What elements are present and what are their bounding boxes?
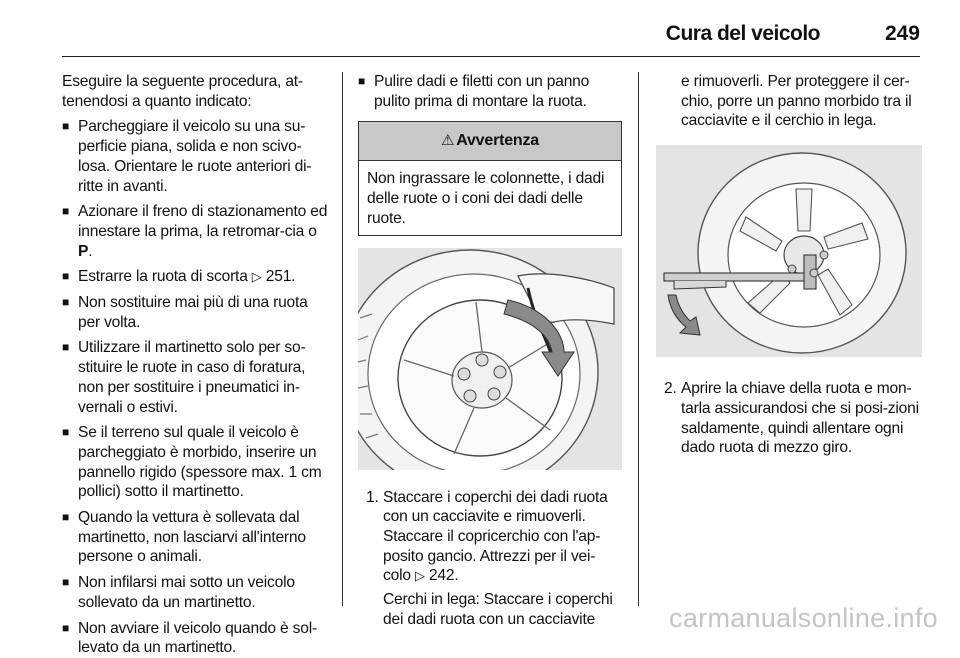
warning-box: [358, 121, 622, 235]
intro-text: Eseguire la seguente procedura, at-tenendosi a quanto indicato:: [62, 73, 303, 110]
bullet-icon: ■: [62, 269, 70, 284]
step-2: 2. Aprire la chiave della ruota e mon-tarla assicurandosi che si posi-zioni saldamente, quindi allentare ogni dado ruota di mezzo giro.: [664, 380, 919, 457]
arrow-reference-icon: ▷: [414, 568, 425, 584]
arrow-reference-icon: ▷: [251, 269, 262, 285]
warning-title: Avvertenza: [456, 132, 540, 150]
list-item: ■ Non infilarsi mai sotto un veicolo sollevato da un martinetto.: [62, 574, 295, 611]
bullet-icon: ■: [358, 74, 366, 88]
list-item: ■ Quando la vettura è sollevata dal martinetto, non lasciarvi all'interno persone o animali.: [62, 509, 306, 566]
list-item: ■ Non sostituire mai più di una ruota per volta.: [62, 294, 308, 331]
bullet-icon: ■: [62, 119, 70, 134]
continuation-text: e rimuoverli. Per proteggere il cer-chio, porre un panno morbido tra il cacciavite e il cerchio in lega.: [681, 73, 912, 130]
page-reference[interactable]: 242.: [428, 567, 459, 585]
warning-text: Non ingrassare le colonnette, i dadi delle ruote o i coni dei dadi delle ruote.: [367, 170, 605, 227]
bullet-icon: ■: [62, 295, 70, 310]
step-number: 1.: [366, 488, 379, 506]
warning-triangle-icon: ⚠: [440, 132, 455, 150]
watermark: carmanualsonline.info: [669, 603, 938, 633]
list-item: ■ Non avviare il veicolo quando è sol-levato da un martinetto.: [62, 619, 317, 657]
bullet-icon: ■: [62, 620, 70, 635]
bullet-icon: ■: [62, 340, 70, 355]
column-left: [62, 72, 330, 658]
list-item: ■ Pulire dadi e filetti con un panno pulito prima di montare la ruota.: [358, 73, 590, 110]
warning-header: [359, 122, 621, 161]
list-item: ■ Parcheggiare il veicolo su una su-perficie piana, solida e non scivo-losa. Orientare le ruote anteriori di-ritte in avanti.: [62, 118, 312, 195]
wheel-cover-removal-illustration: [358, 248, 622, 470]
page-header: [62, 16, 920, 57]
page-reference[interactable]: 251.: [265, 268, 296, 286]
column-divider: [638, 72, 639, 606]
bullet-icon: ■: [62, 575, 70, 590]
step-number: 2.: [664, 380, 677, 398]
list-item: ■ Estrarre la ruota di scorta ▷ 251.: [62, 268, 296, 286]
column-middle: [358, 72, 622, 629]
bullet-icon: ■: [62, 425, 70, 440]
list-item: ■ Utilizzare il martinetto solo per so-stituire le ruote in caso di foratura, non per sostituire i pneumatici in-vernali o estivi.: [62, 339, 306, 416]
column-divider: [342, 72, 343, 606]
list-item: ■ Azionare il freno di stazionamento ed innestare la prima, la retromar-cia o P.: [62, 203, 328, 260]
list-item: ■ Se il terreno sul quale il veicolo è parcheggiato è morbido, inserire un pannello rigido (spessore max. 1 cm pollici) sotto il martinetto.: [62, 424, 322, 501]
section-title: Cura del veicolo: [665, 22, 820, 45]
bullet-icon: ■: [62, 510, 70, 525]
column-right: [656, 72, 922, 458]
step-1: 1. Staccare i coperchi dei dadi ruota con un cacciavite e rimuoverli. Staccare il copricerchio con l'ap-posito gancio. Attrezzi per il vei-colo ▷ 242. Cerchi in lega: Staccare i coperchi dei dadi ruota con un cacciavite: [366, 488, 613, 628]
page-number: 249: [884, 22, 920, 45]
wheel-wrench-illustration: [656, 145, 922, 357]
gear-p-label: P: [78, 242, 89, 260]
bullet-icon: ■: [62, 204, 70, 219]
